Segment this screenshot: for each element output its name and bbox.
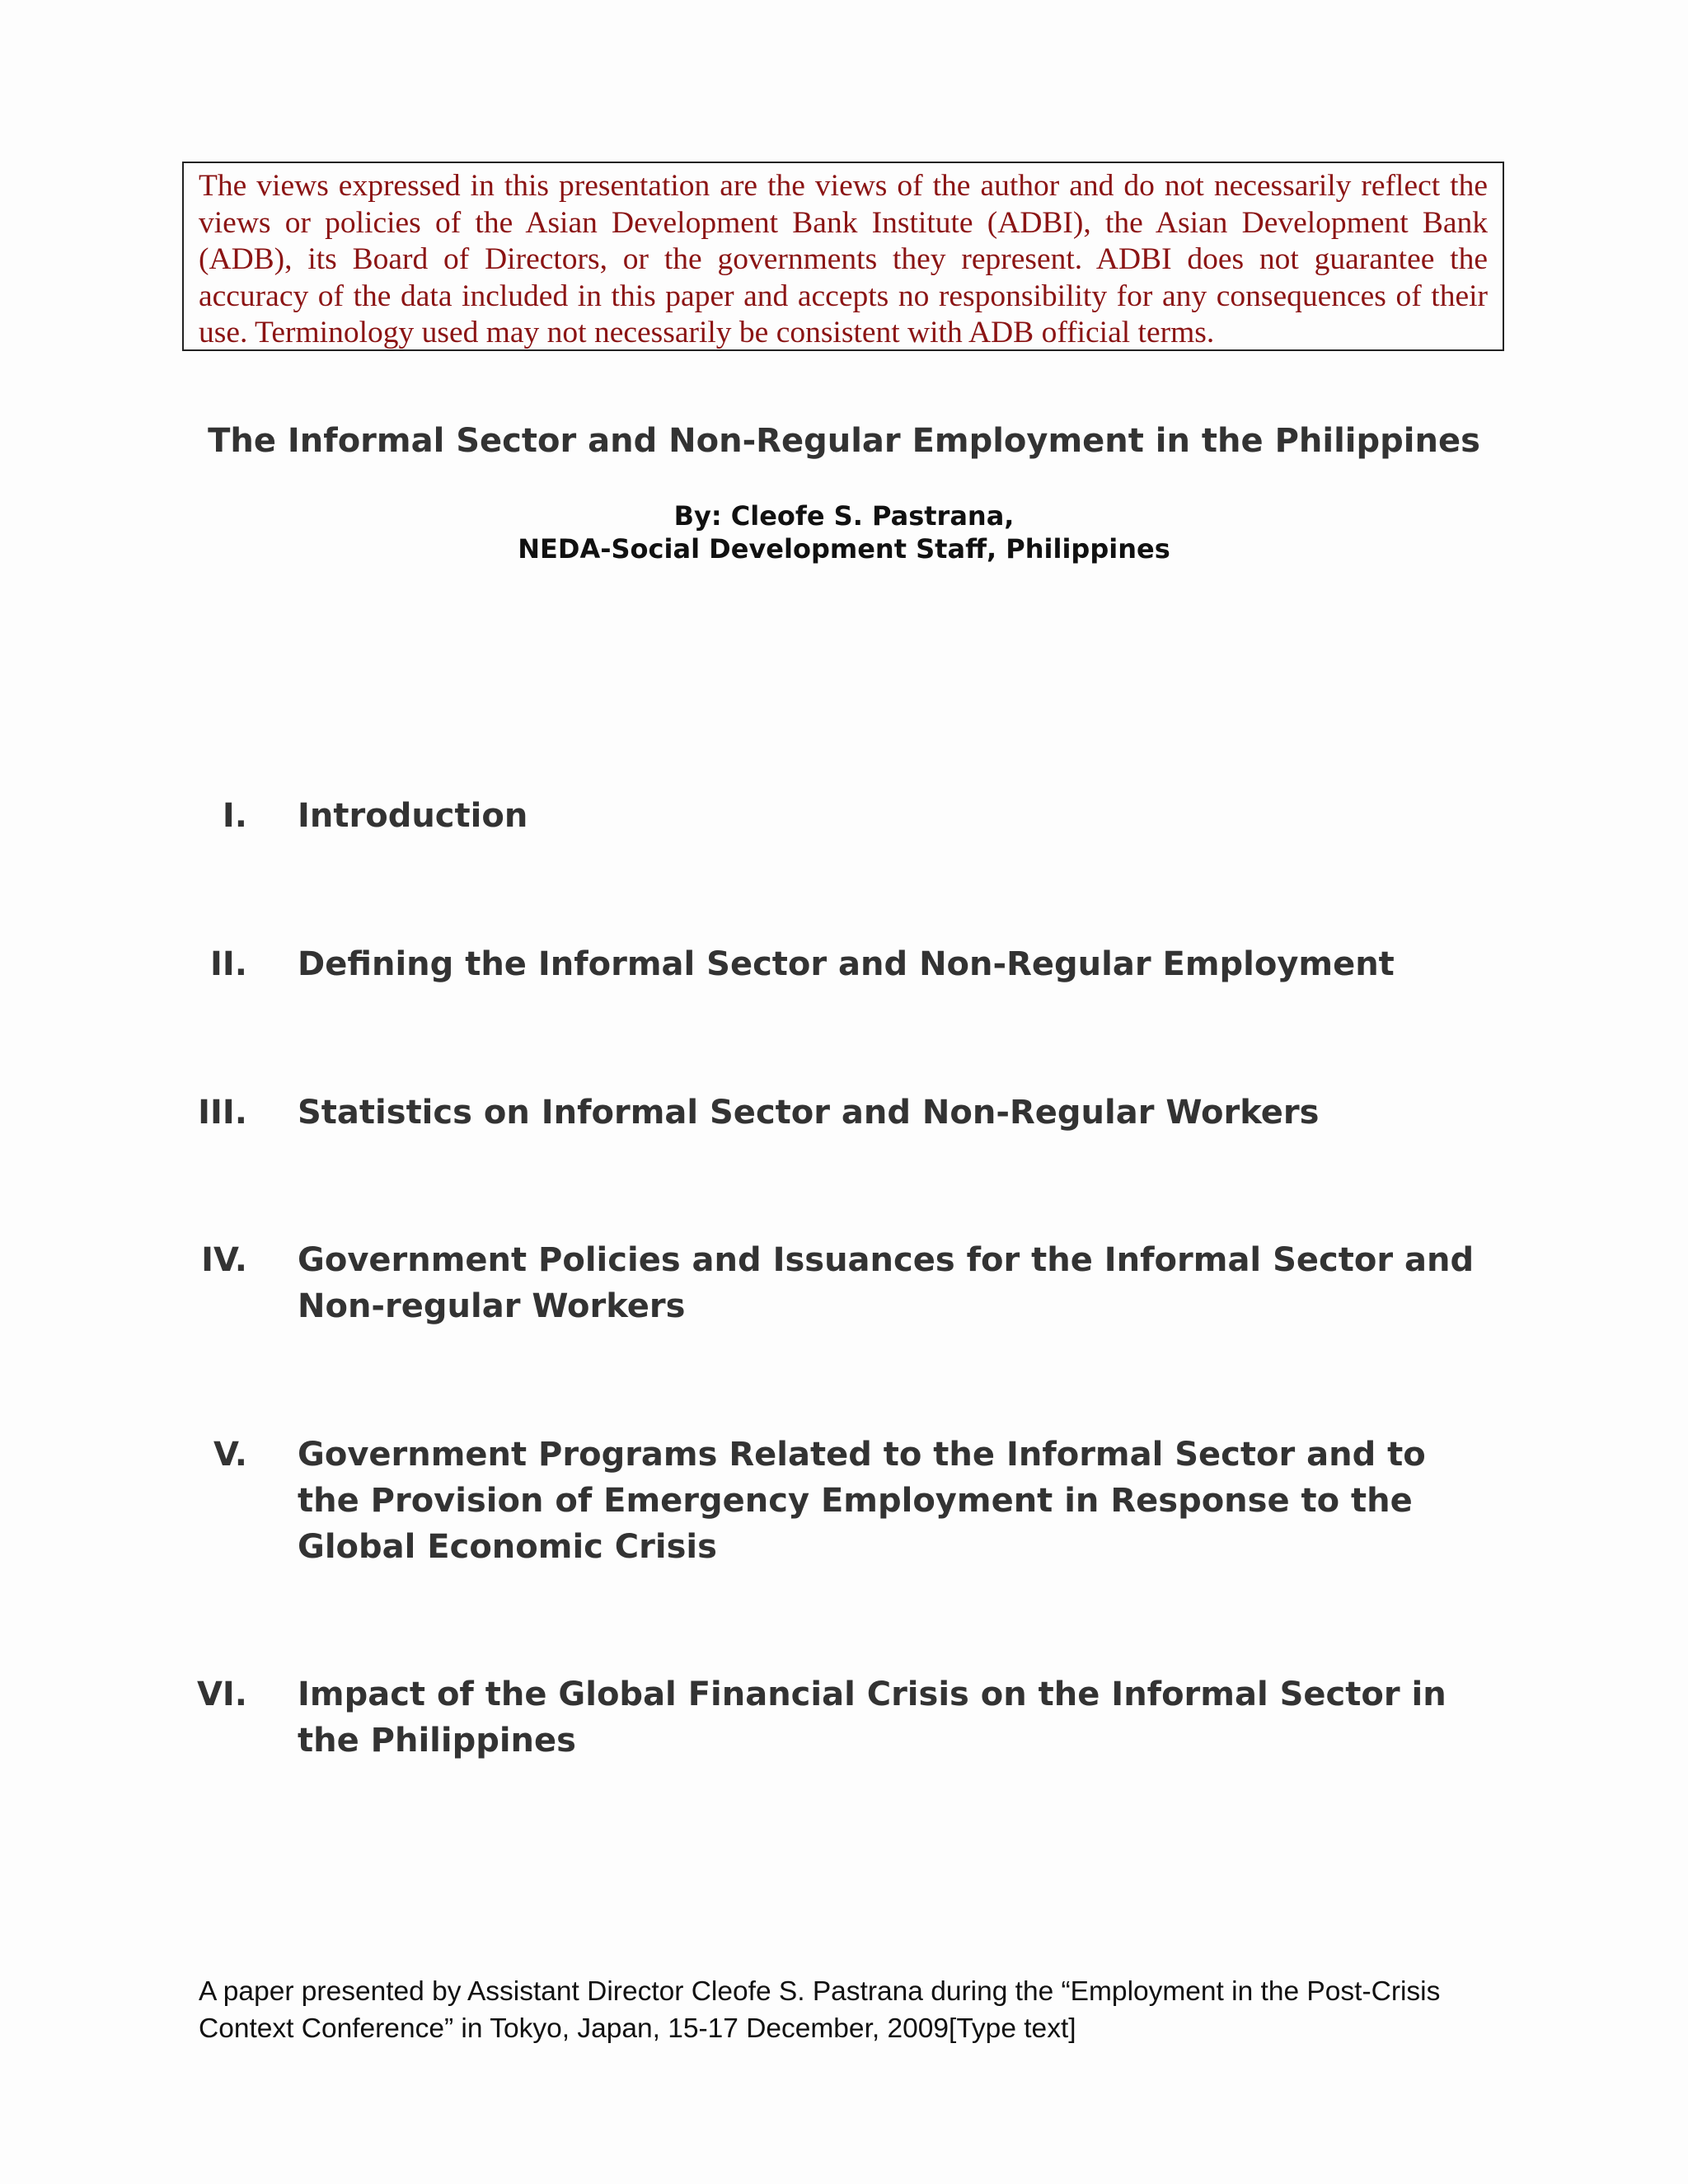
toc-number: II. xyxy=(210,945,247,983)
toc-heading-line: the Philippines xyxy=(298,1722,576,1760)
toc-number: I. xyxy=(222,797,247,835)
toc-heading-line: Impact of the Global Financial Crisis on the Informal Sector in xyxy=(298,1675,1447,1713)
toc-heading-line: Government Policies and Issuances for the Informal Sector and xyxy=(298,1241,1475,1279)
toc-number: III. xyxy=(198,1094,247,1132)
document-title: The Informal Sector and Non-Regular Employment in the Philippines xyxy=(208,422,1480,460)
byline xyxy=(0,499,1688,565)
toc-number: IV. xyxy=(201,1241,247,1279)
toc-heading-line: Global Economic Crisis xyxy=(298,1528,717,1566)
disclaimer-box xyxy=(182,162,1504,351)
toc-number: VI. xyxy=(196,1675,247,1713)
toc-heading-line: the Provision of Emergency Employment in Response to the xyxy=(298,1482,1413,1520)
presentation-note xyxy=(199,1973,1534,2047)
toc-heading-line: Non-regular Workers xyxy=(298,1287,686,1325)
author-name: By: Cleofe S. Pastrana, xyxy=(673,500,1015,532)
toc-heading xyxy=(298,793,1501,839)
author-affiliation: NEDA-Social Development Staff, Philippines xyxy=(518,533,1170,565)
toc-heading xyxy=(298,1090,1501,1136)
toc-heading xyxy=(298,941,1501,987)
toc-heading xyxy=(298,1432,1501,1570)
toc-heading xyxy=(298,1237,1501,1329)
toc-heading-line: Introduction xyxy=(298,797,528,835)
presentation-note-line: A paper presented by Assistant Director Cleofe S. Pastrana during the “Employment in the Post-Crisis xyxy=(199,1976,1441,2007)
toc-heading-line: Government Programs Related to the Informal Sector and to xyxy=(298,1436,1426,1474)
toc-heading-line: Statistics on Informal Sector and Non-Regular Workers xyxy=(298,1094,1320,1132)
toc-heading xyxy=(298,1671,1501,1764)
presentation-note-line: Context Conference” in Tokyo, Japan, 15-17 December, 2009[Type text] xyxy=(199,2013,1076,2044)
disclaimer-text: The views expressed in this presentation are the views of the author and do not necessarily reflect the views or policies of the Asian Development Bank Institute (ADBI), the Asian Development Bank (ADB), its Board of Directors, or the governments they represent. ADBI does not guarantee the accuracy of the data included in this paper and accepts no responsibility for any consequences of their use. Terminology used may not necessarily be consistent with ADB official terms. xyxy=(199,169,1488,349)
toc-number: V. xyxy=(213,1436,247,1474)
toc-heading-line: Defining the Informal Sector and Non-Regular Employment xyxy=(298,945,1395,983)
